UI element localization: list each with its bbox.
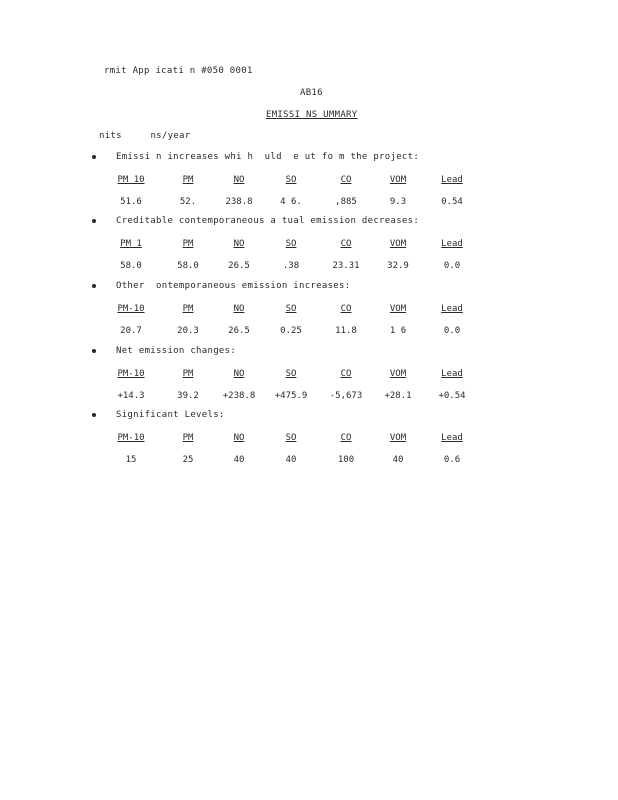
column-header: VOM [389,433,407,443]
column-header: SO [285,433,297,443]
column-header: PM [182,433,194,443]
table-cell: 58.0 [177,261,199,271]
section-value-row [0,325,618,337]
table-cell: 25 [182,455,194,465]
table-cell: 0.0 [443,326,461,336]
table-cell: 26.5 [228,326,250,336]
column-header: VOM [389,304,407,314]
table-cell: 0.6 [443,455,461,465]
units-label: nits ns/year [99,131,191,141]
column-header: NO [233,239,245,249]
column-header: PM 1 [120,239,142,249]
column-header: PM [182,175,194,185]
section-value-row [0,196,618,208]
table-cell: ,885 [335,197,357,207]
section-header-row [0,174,618,186]
table-cell: 32.9 [387,261,409,271]
table-cell: 40 [233,455,245,465]
table-cell: +14.3 [117,391,145,401]
table-cell: +28.1 [384,391,412,401]
column-header: SO [285,369,297,379]
table-cell: 40 [285,455,297,465]
column-header: VOM [389,175,407,185]
column-header: Lead [441,433,463,443]
section-bullet [92,219,96,223]
section-label: Other ontemporaneous emission increases: [116,281,351,291]
table-cell: 1 6 [389,326,407,336]
document-title: EMISSI NS UMMARY [266,110,358,120]
table-cell: 39.2 [177,391,199,401]
column-header: NO [233,369,245,379]
table-cell: 4 6. [280,197,302,207]
section-header-row [0,368,618,380]
column-header: PM [182,239,194,249]
table-cell: 51.6 [120,197,142,207]
table-cell: 0.25 [280,326,302,336]
column-header: PM [182,369,194,379]
column-header: CO [340,304,352,314]
table-cell: 52. [179,197,197,207]
column-header: Lead [441,369,463,379]
column-header: CO [340,175,352,185]
section-value-row [0,260,618,272]
table-number: AB16 [300,88,323,98]
section-label: Creditable contemporaneous a tual emission decreases: [116,216,420,226]
section-bullet [92,284,96,288]
table-cell: +238.8 [222,391,256,401]
section-bullet [92,349,96,353]
section-bullet [92,155,96,159]
column-header: PM-10 [117,433,145,443]
table-cell: 58.0 [120,261,142,271]
column-header: CO [340,239,352,249]
column-header: Lead [441,175,463,185]
table-cell: 9.3 [389,197,407,207]
section-value-row [0,390,618,402]
section-label: Net emission changes: [116,346,237,356]
table-cell: 15 [125,455,137,465]
table-cell: +0.54 [438,391,466,401]
permit-application-number: rmit App icati n #050 0001 [104,66,253,76]
column-header: NO [233,433,245,443]
column-header: PM-10 [117,369,145,379]
section-header-row [0,238,618,250]
table-cell: .38 [282,261,300,271]
table-cell: 0.0 [443,261,461,271]
column-header: Lead [441,239,463,249]
column-header: PM [182,304,194,314]
table-cell: -5,673 [329,391,363,401]
table-cell: 23.31 [332,261,360,271]
table-cell: 26.5 [228,261,250,271]
table-cell: 0.54 [441,197,463,207]
section-header-row [0,432,618,444]
column-header: PM-10 [117,304,145,314]
section-label: Emissi n increases whi h uld e ut fo m the project: [116,152,420,162]
table-cell: 100 [337,455,355,465]
table-cell: 238.8 [225,197,253,207]
column-header: SO [285,304,297,314]
column-header: CO [340,369,352,379]
table-cell: 20.7 [120,326,142,336]
section-bullet [92,413,96,417]
table-cell: 40 [392,455,404,465]
column-header: VOM [389,369,407,379]
table-cell: 20.3 [177,326,199,336]
column-header: VOM [389,239,407,249]
column-header: NO [233,175,245,185]
column-header: Lead [441,304,463,314]
column-header: PM 10 [117,175,145,185]
section-label: Significant Levels: [116,410,225,420]
section-value-row [0,454,618,466]
column-header: NO [233,304,245,314]
table-cell: 11.8 [335,326,357,336]
section-header-row [0,303,618,315]
column-header: SO [285,175,297,185]
table-cell: +475.9 [274,391,308,401]
column-header: SO [285,239,297,249]
column-header: CO [340,433,352,443]
